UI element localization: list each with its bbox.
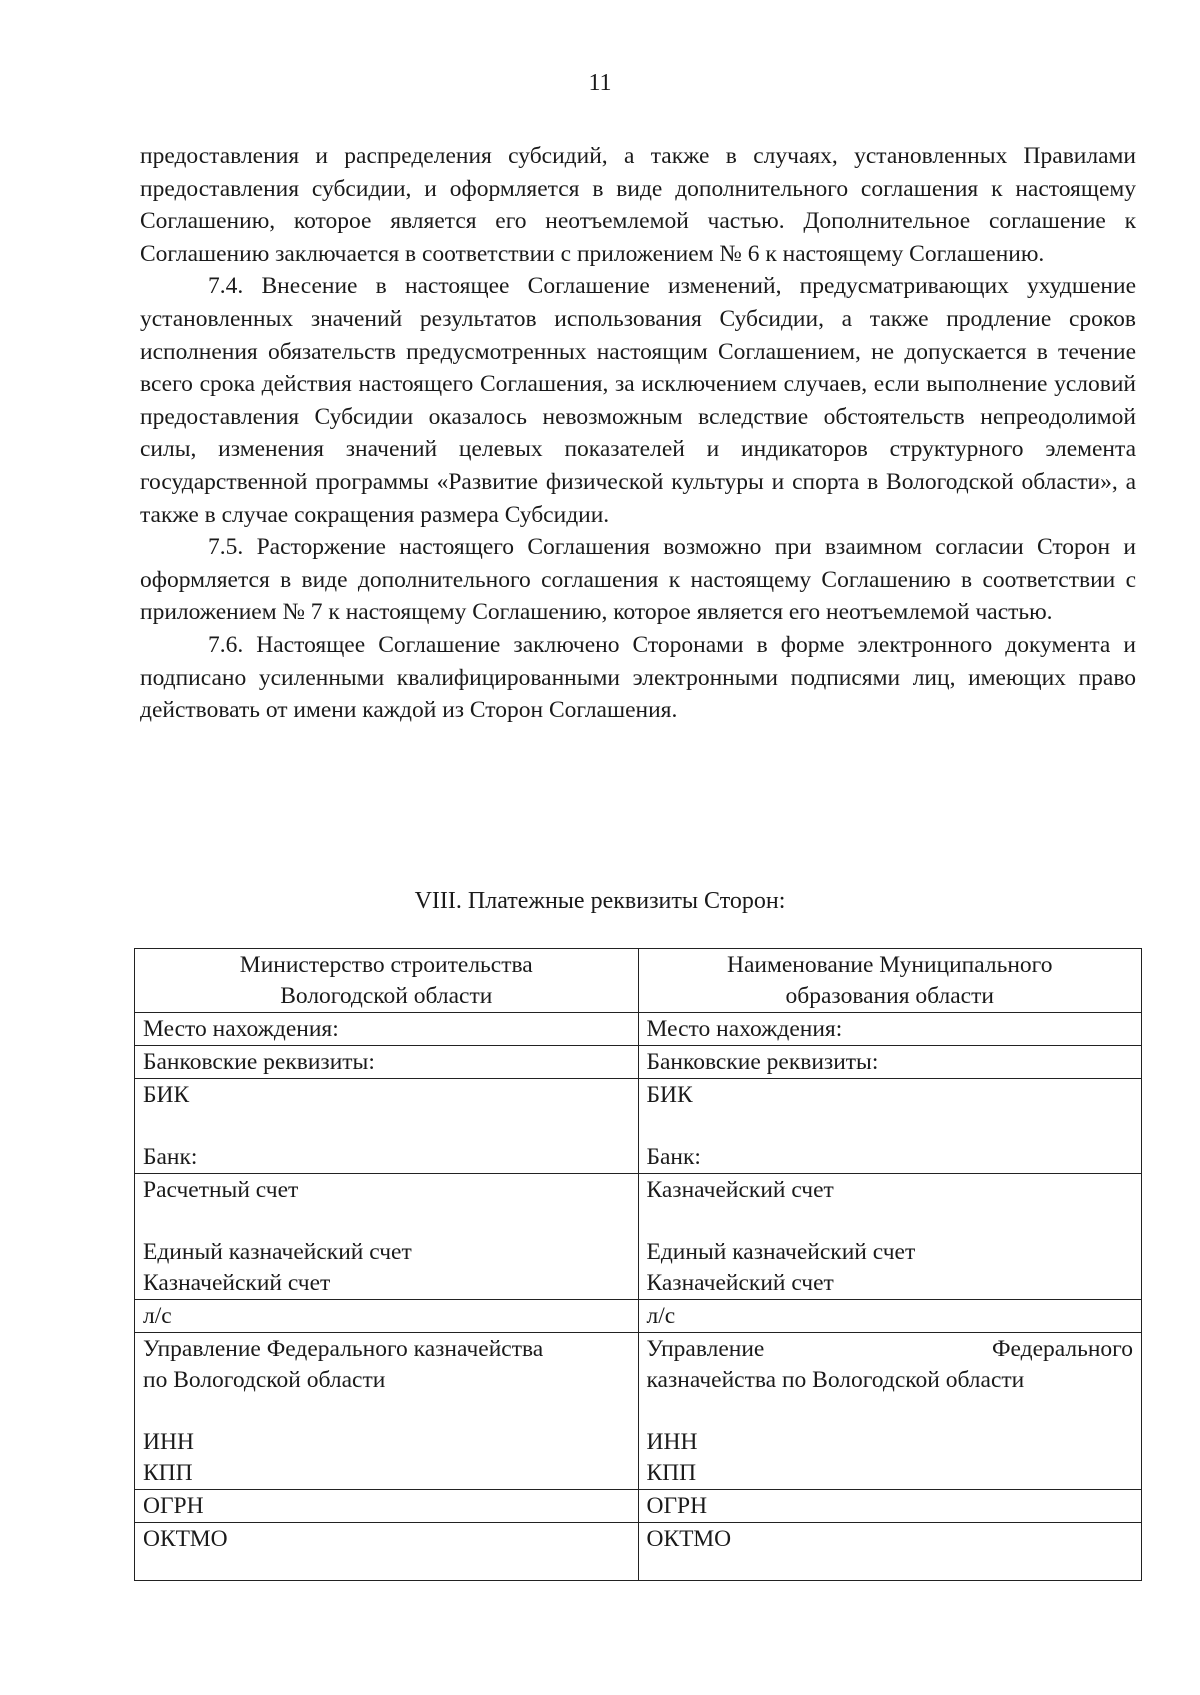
left-header-line1: Министерство строительства (239, 952, 533, 978)
left-party-header (135, 949, 639, 1013)
left-kpp: КПП (143, 1460, 193, 1486)
right-kpp: КПП (646, 1460, 697, 1486)
left-bik: БИК (143, 1082, 190, 1108)
payment-details-table (134, 948, 1142, 1581)
table-row (135, 949, 1142, 1013)
right-header-line1: Наименование Муниципального (727, 952, 1053, 978)
right-ls: л/с (638, 1300, 1142, 1333)
right-oktmo: ОКТМО (638, 1523, 1142, 1581)
left-bank-details: Банковские реквизиты: (135, 1046, 639, 1079)
left-treasury: Казначейский счет (143, 1270, 331, 1296)
right-ogrn: ОГРН (638, 1490, 1142, 1523)
table-row (135, 1013, 1142, 1046)
left-bank: Банк: (143, 1144, 198, 1170)
paragraph-7-5: 7.5. Расторжение настоящего Соглашения возможно при взаимном согласии Сторон и оформляется в виде дополнительного соглашения к настоящему Соглашению в соответствии с приложением № 7 к настоящему Соглашению, которое является его неотъемлемой частью. (140, 534, 1136, 626)
table-row (135, 1333, 1142, 1490)
paragraph-continuation: предоставления и распределения субсидий, а также в случаях, установленных Правилами предоставления субсидии, и оформляется в виде дополнительного соглашения к настоящему Соглашению, которое является его неотъемлемой частью. Дополнительное соглашение к Соглашению заключается в соответствии с приложением № 6 к настоящему Соглашению. (140, 143, 1136, 267)
right-single-treasury: Единый казначейский счет (646, 1239, 916, 1265)
page-number: 11 (588, 70, 612, 96)
left-bik-cell (135, 1079, 639, 1174)
right-ufk-word2: Федерального (991, 1336, 1133, 1362)
right-header-line2: образования области (785, 983, 994, 1009)
right-inn: ИНН (646, 1429, 698, 1455)
right-ufk-line1 (647, 1334, 1134, 1365)
paragraph-7-6: 7.6. Настоящее Соглашение заключено Сторонами в форме электронного документа и подписано усиленными квалифицированными электронными подписями лиц, имеющих право действовать от имени каждой из Сторон Соглашения. (140, 631, 1136, 724)
right-party-header (638, 949, 1142, 1013)
right-bank: Банк: (646, 1144, 701, 1170)
left-inn: ИНН (143, 1429, 194, 1455)
left-single-treasury: Единый казначейский счет (143, 1239, 412, 1265)
left-ogrn: ОГРН (135, 1490, 639, 1523)
table-row (135, 1490, 1142, 1523)
right-account: Казначейский счет (646, 1177, 834, 1203)
paragraph-7-4: 7.4. Внесение в настоящее Соглашение изменений, предусматривающих ухудшение установленных значений результатов использования Субсидии, а также продление сроков исполнения обязательств предусмотренных настоящим Соглашением, не допускается в течение всего срока действия настоящего Соглашения, за исключением случаев, если выполнение условий предоставления Субсидии оказалось невозможным вследствие обстоятельств непреодолимой силы, изменения значений целевых показателей и индикаторов структурного элемента государственной программы «Развитие физической культуры и спорта в Вологодской области», а также в случае сокращения размера Субсидии. (140, 273, 1136, 528)
body-text (140, 140, 1136, 727)
left-oktmo: ОКТМО (135, 1523, 639, 1581)
left-accounts-cell (135, 1174, 639, 1300)
table-row (135, 1174, 1142, 1300)
right-bik: БИК (646, 1082, 693, 1108)
right-bank-details: Банковские реквизиты: (638, 1046, 1142, 1079)
left-account: Расчетный счет (143, 1177, 299, 1203)
right-treasury: Казначейский счет (646, 1270, 834, 1296)
left-ls: л/с (135, 1300, 639, 1333)
right-bik-cell (638, 1079, 1142, 1174)
right-location: Место нахождения: (638, 1013, 1142, 1046)
left-header-line2: Вологодской области (280, 983, 493, 1009)
right-ufk-word1: Управление (646, 1336, 765, 1362)
right-ufk-cell (638, 1333, 1142, 1490)
table-row (135, 1300, 1142, 1333)
left-location: Место нахождения: (135, 1013, 639, 1046)
right-ufk-line2: казначейства по Вологодской области (646, 1367, 1025, 1393)
table-row (135, 1523, 1142, 1581)
left-ufk-line2: по Вологодской области (143, 1367, 386, 1393)
left-ufk-line1: Управление Федерального казначейства (143, 1336, 544, 1362)
table-row (135, 1046, 1142, 1079)
left-ufk-cell (135, 1333, 639, 1490)
right-accounts-cell (638, 1174, 1142, 1300)
section-title: VIII. Платежные реквизиты Сторон: (414, 888, 786, 914)
table-row (135, 1079, 1142, 1174)
